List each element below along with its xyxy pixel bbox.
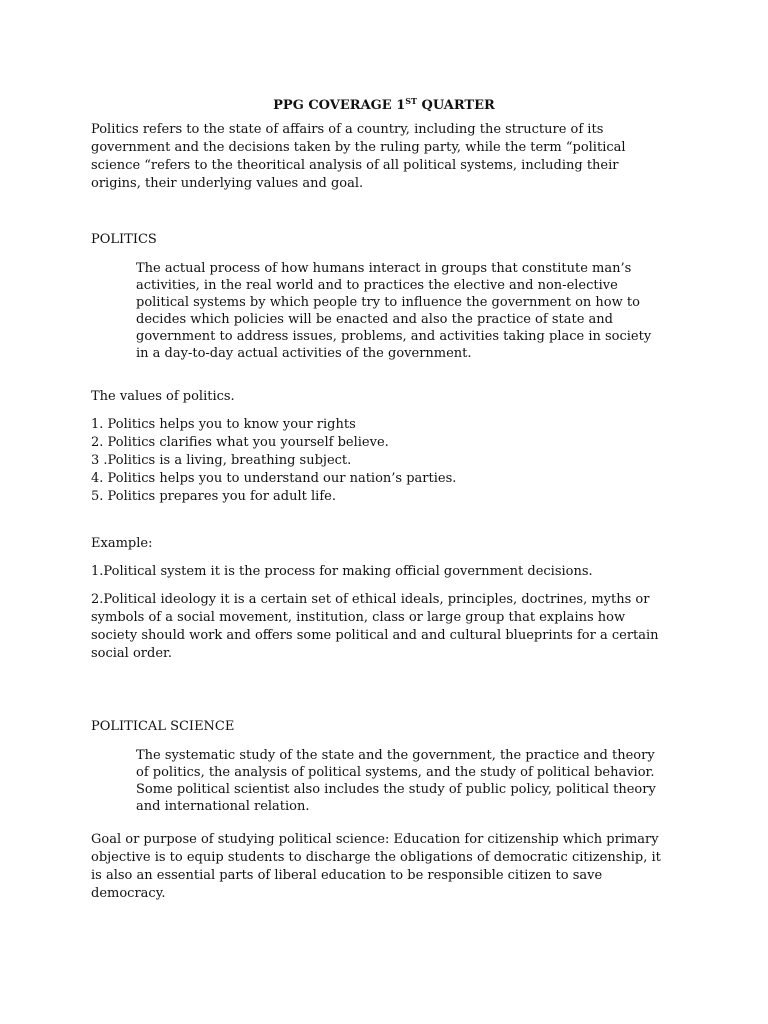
example-line: society should work and offers some political and and cultural blueprints for a certain [91, 628, 659, 643]
goal-line: objective is to equip students to discharge the obligations of democratic citizenship, it [91, 850, 661, 865]
values-list [91, 416, 691, 506]
example-line: 2.Political ideology it is a certain set of ethical ideals, principles, doctrines, myths or [91, 592, 650, 607]
intro-line: origins, their underlying values and goal. [91, 176, 364, 191]
definition-line: political systems by which people try to influence the government on how to [136, 295, 640, 310]
intro-line: Politics refers to the state of affairs of a country, including the structure of its [91, 122, 604, 137]
goal-paragraph [91, 831, 691, 903]
values-heading: The values of politics. [91, 389, 235, 404]
example-2 [91, 591, 691, 663]
definition-line: The actual process of how humans interact in groups that constitute man’s [136, 261, 632, 276]
list-item: 3 .Politics is a living, breathing subject. [91, 453, 352, 468]
example-1 [91, 563, 691, 581]
document-title [0, 93, 768, 114]
goal-line: democracy. [91, 886, 166, 901]
title-main: PPG COVERAGE 1 [273, 98, 406, 113]
list-item: 4. Politics helps you to understand our nation’s parties. [91, 471, 457, 486]
political-science-heading: POLITICAL SCIENCE [91, 719, 235, 734]
intro-line: science “refers to the theoritical analysis of all political systems, including their [91, 158, 619, 173]
politics-definition [136, 260, 691, 362]
list-item: 1. Politics helps you to know your rights [91, 417, 356, 432]
intro-line: government and the decisions taken by the ruling party, while the term “political [91, 140, 626, 155]
definition-line: The systematic study of the state and the government, the practice and theory [136, 748, 655, 763]
example-line: social order. [91, 646, 172, 661]
definition-line: activities, in the real world and to practices the elective and non-elective [136, 278, 618, 293]
definition-line: decides which policies will be enacted and also the practice of state and [136, 312, 613, 327]
political-science-definition [136, 747, 691, 815]
example-line: 1.Political system it is the process for making official government decisions. [91, 564, 593, 579]
politics-heading: POLITICS [91, 232, 157, 247]
definition-line: and international relation. [136, 799, 310, 814]
definition-line: Some political scientist also includes the study of public policy, political theory [136, 782, 656, 797]
goal-line: is also an essential parts of liberal education to be responsible citizen to save [91, 868, 603, 883]
title-superscript: ST [405, 96, 417, 106]
title-end: QUARTER [416, 98, 495, 113]
definition-line: government to address issues, problems, and activities taking place in society [136, 329, 652, 344]
intro-paragraph [91, 121, 691, 193]
example-heading: Example: [91, 536, 153, 551]
list-item: 2. Politics clarifies what you yourself believe. [91, 435, 389, 450]
definition-line: in a day-to-day actual activities of the government. [136, 346, 472, 361]
definition-line: of politics, the analysis of political systems, and the study of political behavior. [136, 765, 655, 780]
goal-line: Goal or purpose of studying political science: Education for citizenship which primary [91, 832, 659, 847]
example-line: symbols of a social movement, institution, class or large group that explains how [91, 610, 626, 625]
list-item: 5. Politics prepares you for adult life. [91, 489, 336, 504]
